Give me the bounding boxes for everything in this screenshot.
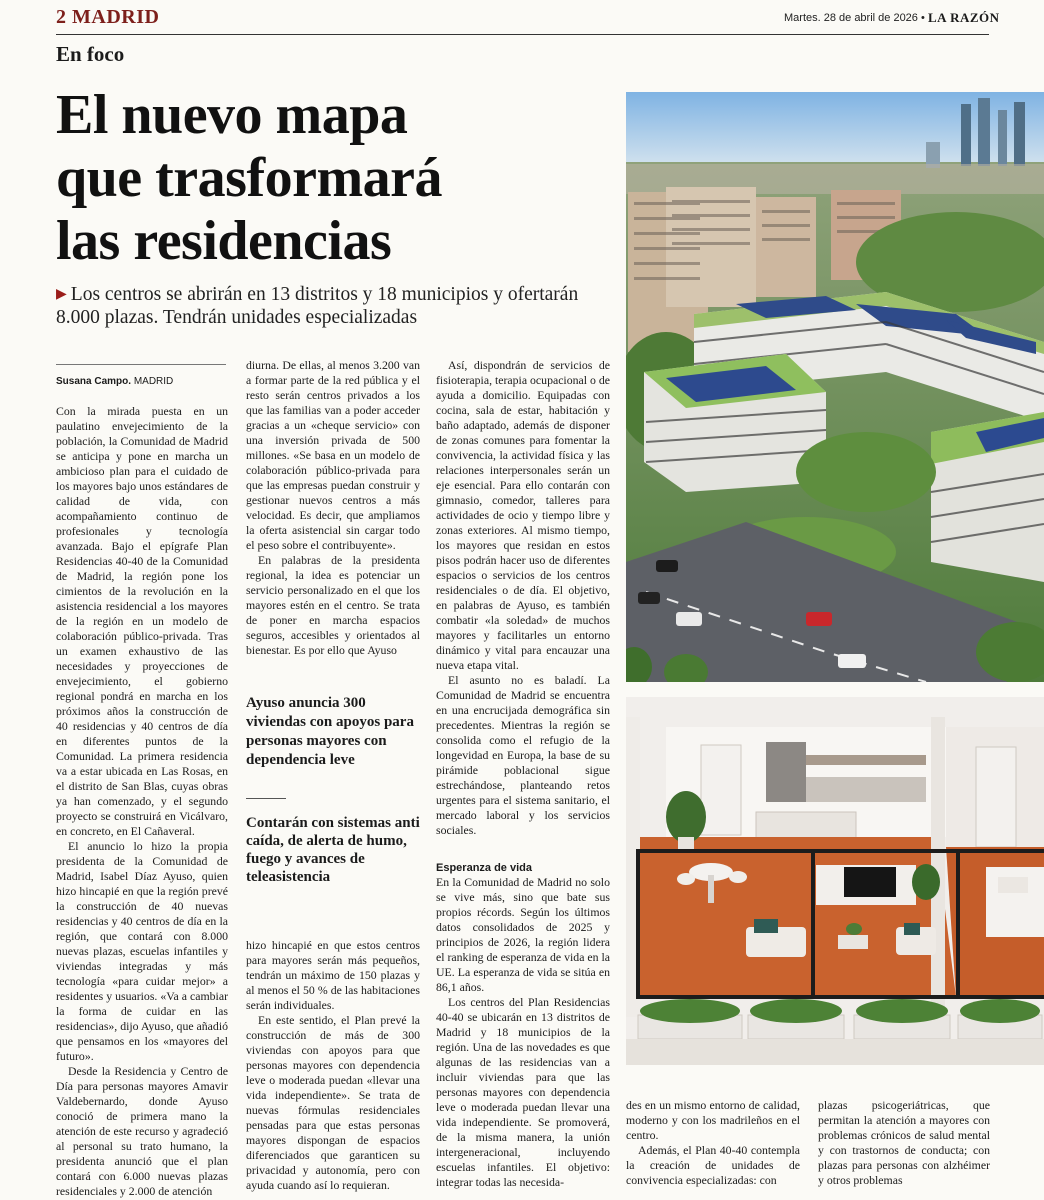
headline-line-2: que trasformará <box>56 147 442 209</box>
paragraph: Además, el Plan 40-40 contempla la creación de unidades de convivencia especializadas: con <box>626 1143 800 1187</box>
byline-author: Susana Campo. <box>56 376 132 387</box>
headline-line-3: las residencias <box>56 210 392 272</box>
paragraph: Los centros del Plan Residencias 40-40 se ubicarán en 13 distritos de Madrid y 18 municipios de la región. Una de las novedades es que algunas de las residencias van a incluir viviendas para que las personas mayores con dependencia leve o moderada puedan llevar una vida independiente. Se promoverá, de la misma manera, la unión intergeneracional, incluyendo escuelas infantiles. El objetivo: integrar todas las necesida- <box>436 995 610 1189</box>
pull-quote-2: Contarán con sistemas anti caída, de alerta de humo, fuego y avances de teleasistencia <box>246 815 420 885</box>
paragraph: hizo hincapié en que estos centros para mayores serán más pequeños, tendrán un máximo de 150 plazas y al menos el 50 % de las habitaciones serán individuales. <box>246 938 420 1012</box>
paragraph: diurna. De ellas, al menos 3.200 van a formar parte de la red pública y el resto serán centros privados a los que las familias van a poder acceder gracias a un «cheque servicio» con una inversión privada de 500 millones. «Se basa en un modelo de colaboración público-privada para que las empresas puedan construir y gestionar nuevos centros a más velocidad. Es decir, que ampliamos la oferta asistencial sin cargar todo el peso sobre el contribuyente». <box>246 358 420 552</box>
body-column-5 <box>818 1098 990 1188</box>
edition-date: Martes. 28 de abril de 2026 • <box>784 12 925 24</box>
section-label: 2 MADRID <box>56 6 160 28</box>
aerial-residence-photo <box>626 92 1044 682</box>
paragraph: El anuncio lo hizo la propia presidenta de la Comunidad de Madrid, Isabel Díaz Ayuso, quien hizo hincapié en que la región prevé la construcción de 40 nuevas residencias y 40 centros de día en la región, que contará con 8.000 nuevas plazas, escuelas infantiles y viviendas integradas y más tecnología «para cuidar mejor» a residentes y usuarios. «Va a cambiar la forma de cuidar en las residencias», dijo Ayuso, que añadió que pensamos en los «mayores del futuro». <box>56 839 228 1063</box>
triangle-bullet-icon: ▶ <box>56 287 67 302</box>
paragraph: Así, dispondrán de servicios de fisioterapia, terapia ocupacional o de ayuda a domicilio. Equipadas con cocina, sala de estar, habitación y baño adaptado, además de disponer de zonas comunes para fomentar la convivencia, la actividad física y las relaciones interpersonales serán un eje esencial. Para ello contarán con gimnasio, comedor, talleres para actividades de ocio y tiempo libre y zonas exteriores. Al mismo tiempo, los mayores que residan en estos pisos podrán hacer uso de diferentes espacios o servicios de los centros residenciales o de día. El objetivo, en palabras de Ayuso, es también combatir «la soledad» de muchos mayores y facilitarles un entorno dinámico y vital para encauzar una nueva etapa vital. <box>436 358 610 672</box>
body-column-3-continued <box>436 875 610 1190</box>
byline-rule <box>56 364 226 365</box>
body-column-1 <box>56 404 228 1199</box>
paragraph: plazas psicogeriátricas, que permitan la atención a mayores con problemas crónicos de salud mental y con trastornos de conducta; con plazas para personas con alzhéimer y otros problemas <box>818 1098 990 1187</box>
apartment-interior-render <box>626 697 1044 1065</box>
byline <box>56 376 173 387</box>
body-column-2-continued <box>246 938 420 1193</box>
newspaper-brand: LA RAZÓN <box>928 10 1000 25</box>
pull-quote-rule <box>246 798 286 799</box>
body-column-3 <box>436 358 610 838</box>
subhead-text: Los centros se abrirán en 13 distritos y 18 municipios y ofertarán 8.000 plazas. Tendrán unidades especializadas <box>56 284 579 328</box>
paragraph: Desde la Residencia y Centro de Día para personas mayores Amavir Valdebernardo, donde Ayuso conoció de primera mano la atención de este recurso y agradeció al personal su trato humano, la presidenta anunció que el plan contará con 6.000 nuevas plazas residenciales y 2.000 de atención <box>56 1064 228 1198</box>
paragraph: El asunto no es baladí. La Comunidad de Madrid se encuentra en una encrucijada demográfica sin precedentes. Mientras la región se consolida como el refugio de la longevidad en Europa, la base de su pirámide poblacional sigue estrechándose, planteando retos urgentes para el sistema sanitario, el mercado laboral y los servicios sociales. <box>436 673 610 837</box>
subhead <box>56 283 616 329</box>
paragraph: En este sentido, el Plan prevé la construcción de más de 300 viviendas con apoyos para que personas mayores con dependencia leve o moderada puedan «llevar una vida independiente». Se trata de nuevas fórmulas residenciales pensadas para que estas personas mayores dispongan de espacios diferenciados que garanticen su privacidad y autonomía, pero con ayuda cuando así lo requieran. <box>246 1013 420 1192</box>
headline-line-1: El nuevo mapa <box>56 84 408 146</box>
header-rule <box>56 34 989 35</box>
byline-place: MADRID <box>133 376 174 387</box>
paragraph: En la Comunidad de Madrid no solo se vive más, sino que bate sus propios récords. Según los últimos datos consolidados de 2025 y principios de 2026, la región lidera el ranking de esperanza de vida en la UE. La esperanza de vida se sitúa en 86,1 años. <box>436 875 610 994</box>
body-column-4 <box>626 1098 800 1188</box>
paragraph: En palabras de la presidenta regional, la idea es potenciar un servicio personalizado en el que los mayores estén en el centro. Se trata de poner en marcha espacios seguros, accesibles y orientados al bienestar. Es por ello que Ayuso <box>246 553 420 657</box>
headline <box>56 84 616 273</box>
paragraph: Con la mirada puesta en un paulatino envejecimiento de la población, la Comunidad de Madrid se anticipa y pone en marcha un ambicioso plan para el cuidado de los mayores bajo unos estándares de calidad de vida, con acompañamiento continuo de profesionales y tecnología avanzada. Bajo el epígrafe Plan Residencias 40-40 de la Comunidad de Madrid, la región pone los cimientos de la revolución en la asistencia residencial a los mayores de la región en un modelo de colaboración público-privada. Tras un examen exhaustivo de las necesidades y proyecciones de envejecimiento, el gobierno regional pondrá en marcha en los próximos años la construcción de 40 residencias y 40 centros de día en diferentes puntos de la Comunidad. La primera residencia va a estar ubicada en Las Rosas, en el distrito de San Blas, cuyas obras ya han comenzado, y el segundo proyecto se construirá en Vicálvaro, en concreto, en El Cañaveral. <box>56 404 228 838</box>
paragraph: des en un mismo entorno de calidad, moderno y con los madrileños en el centro. <box>626 1098 800 1142</box>
subsection-title: Esperanza de vida <box>436 862 532 874</box>
kicker: En foco <box>56 42 125 66</box>
pull-quote-1: Ayuso anuncia 300 viviendas con apoyos para personas mayores con dependencia leve <box>246 695 414 768</box>
body-column-2 <box>246 358 420 658</box>
